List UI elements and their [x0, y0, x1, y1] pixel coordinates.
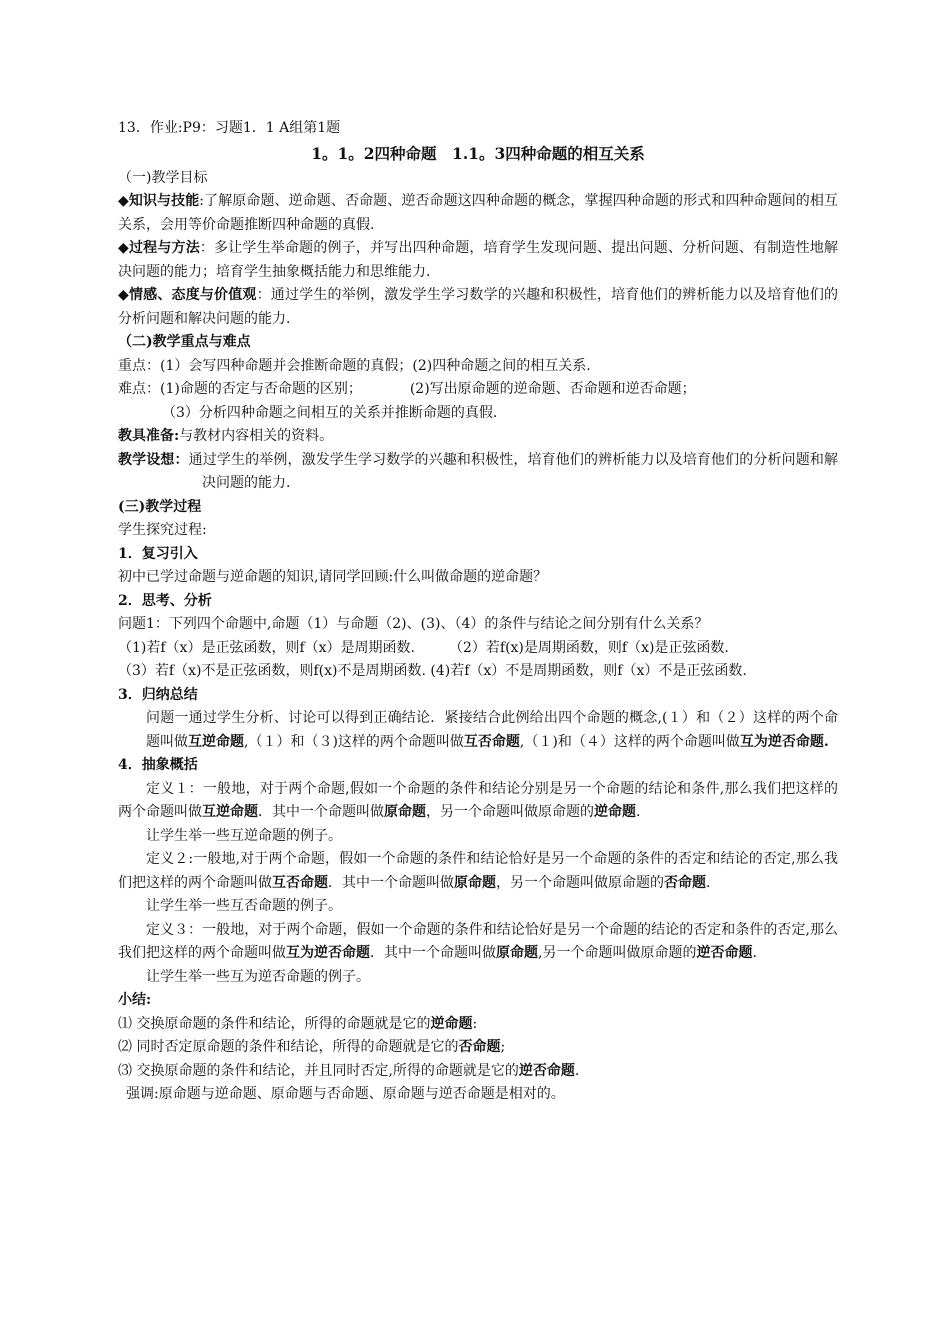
goal-knowledge-text: :了解原命题、逆命题、否命题、逆否命题这四种命题的概念，掌握四种命题的形式和四种命题间的相互关系，会用等价命题推断四种命题的真假.: [118, 193, 838, 233]
proposition-2: （2）若f(x)是周期函数，则f（x)是正弦函数.: [448, 639, 729, 656]
homework-line: 13．作业:P9：习题1．1 A组第1题: [118, 120, 341, 136]
def3-text-2: ．其中一个命题叫做: [370, 945, 496, 961]
summary-item-1: [118, 1013, 838, 1037]
summary-item-3-text: ⑶ 交换原命题的条件和结论，并且同时否定,所得的命题就是它的: [118, 1062, 519, 1079]
summary-item-2-end: ;: [500, 1039, 506, 1055]
heading-summary: 3．归纳总结: [118, 686, 198, 703]
def3-term-2: 原命题: [496, 945, 538, 961]
goal-emotion-text: ：通过学生的举例，激发学生学习数学的兴趣和积极性，培育他们的辨析能力以及培育他们的分析问题和解决问题的能力.: [118, 287, 838, 327]
goal-emotion-paragraph: [118, 284, 838, 331]
proposition-3: （3）若f（x)不是正弦函数，则f(x)不是周期函数.: [118, 663, 426, 679]
difficult-point-1: 难点：(1)命题的否定与否命题的区别；: [118, 381, 362, 397]
section-process-heading: (三)教学过程: [118, 498, 202, 515]
summary-item-3-term: 逆否命题: [518, 1062, 575, 1079]
def1-text-4: .: [636, 804, 641, 820]
design-label: 教学设想：: [118, 451, 189, 468]
def1-term-1: 互逆命题: [202, 804, 258, 820]
difficult-point-2: (2)写出原命题的逆命题、否命题和逆否命题；: [409, 381, 696, 397]
summary-text-1: 问题一通过学生分析、讨论可以得到正确结论．紧接结合此例给出四个命题的概念,(１）和（２）这样的两个命题叫做: [146, 710, 838, 750]
emphasis-line: 强调:原命题与逆命题、原命题与否命题、原命题与逆否命题是相对的。: [126, 1086, 565, 1102]
def2-text-1: 定义２:一般地,对于两个命题，假如一个命题的条件和结论恰好是另一个命题的条件的否定和结论的否定,那么我们把这样的两个命题叫做: [118, 851, 838, 891]
summary-text-2: ,（１）和（３)这样的两个命题叫做: [244, 733, 464, 750]
design-paragraph: [118, 449, 838, 496]
summary-item-2: [118, 1036, 838, 1060]
def1-term-2: 原命题: [384, 804, 426, 820]
term-mutual-negation: 互否命题: [463, 733, 520, 750]
summary-paragraph: [118, 707, 838, 754]
tools-text: 与教材内容相关的资料。: [179, 428, 334, 444]
definition-3: [118, 919, 838, 966]
def3-text-3: ,另一个命题叫做原命题的: [538, 945, 697, 961]
summary-item-1-end: :: [472, 1015, 478, 1032]
propositions-3-4: [118, 660, 838, 684]
definition-2-example: 让学生举一些互否命题的例子。: [146, 898, 342, 914]
def2-text-2: ．其中一个命题叫做: [328, 874, 454, 891]
def2-term-2: 原命题: [454, 874, 496, 891]
def3-term-1: 互为逆否命题: [286, 945, 370, 961]
propositions-1-2: [118, 637, 838, 661]
key-points-line: 重点：(1）会写四种命题并会推断命题的真假；(2)四种命题之间的相互关系.: [118, 357, 591, 374]
def2-term-3: 否命题: [664, 874, 706, 891]
definition-2: [118, 848, 838, 895]
section-objectives-heading: （一)教学目标: [118, 169, 208, 186]
def3-term-3: 逆否命题: [696, 945, 753, 961]
review-text: 初中已学过命题与逆命题的知识,请同学回顾:什么叫做命题的逆命题？: [118, 569, 548, 585]
summary-item-1-term: 逆命题: [430, 1015, 473, 1032]
term-mutual-converse: 互逆命题: [188, 733, 244, 750]
def1-text-3: ，另一个命题叫做原命题的: [426, 804, 594, 820]
definition-1: [118, 778, 838, 825]
term-mutual-contrapositive: 互为逆否命题.: [739, 733, 829, 750]
summary-item-2-text: ⑵ 同时否定原命题的条件和结论，所得的命题就是它的: [118, 1039, 459, 1055]
heading-think: 2．思考、分析: [118, 592, 212, 609]
def1-term-3: 逆命题: [594, 804, 636, 820]
summary-text-3: ,（１)和（４）这样的两个命题叫做: [519, 733, 740, 750]
def2-term-1: 互否命题: [272, 874, 328, 891]
heading-review: 1．复习引入: [118, 545, 198, 562]
goal-process-paragraph: [118, 237, 838, 284]
definition-3-example: 让学生举一些互为逆否命题的例子。: [146, 968, 370, 985]
section-key-points-heading: （二)教学重点与难点: [118, 334, 251, 350]
proposition-1: （1)若f（x）是正弦函数，则f（x）是周期函数.: [118, 639, 415, 656]
summary-item-1-text: ⑴ 交换原命题的条件和结论，所得的命题就是它的: [118, 1015, 431, 1032]
def2-text-3: ，另一个命题叫做原命题的: [496, 874, 664, 891]
proposition-4: (4)若f（x）不是周期函数，则f（x）不是正弦函数.: [430, 663, 747, 679]
summary-item-3: [118, 1060, 838, 1084]
difficult-points-line: [118, 378, 838, 402]
design-text: 通过学生的举例，激发学生学习数学的兴趣和积极性，培育他们的辨析能力以及培育他们的分析问题和解决问题的能力.: [188, 451, 839, 491]
question-1: 问题1：下列四个命题中,命题（1）与命题（2)、(3)、（4）的条件与结论之间分别有什么关系？: [118, 616, 709, 632]
explore-line: 学生探究过程:: [118, 522, 207, 538]
def3-text-4: .: [752, 945, 757, 961]
document-page: [118, 117, 838, 1107]
summary-item-2-term: 否命题: [458, 1039, 501, 1055]
goal-process-label: ◆过程与方法: [118, 240, 200, 256]
def2-text-4: .: [706, 874, 711, 891]
heading-abstract: 4．抽象概括: [118, 757, 198, 773]
lesson-title: 1。1。2四种命题 1.1。3四种命题的相互关系: [311, 143, 645, 163]
difficult-point-3: （3）分析四种命题之间相互的关系并推断命题的真假.: [162, 404, 498, 421]
summary-item-3-end: .: [574, 1062, 580, 1079]
tools-line: [118, 425, 838, 449]
tools-label: 教具准备:: [118, 428, 180, 444]
summary-heading: 小结:: [118, 992, 152, 1008]
goal-knowledge-paragraph: [118, 190, 838, 237]
def1-text-2: ．其中一个命题叫做: [258, 804, 384, 820]
goal-process-text: ：多让学生举命题的例子，并写出四种命题，培育学生发现问题、提出问题、分析问题、有制造性地解决问题的能力；培育学生抽象概括能力和思维能力.: [118, 240, 838, 280]
def3-text-1: 定义３：一般地，对于两个命题，假如一个命题的条件和结论恰好是另一个命题的结论的否定和条件的否定,那么我们把这样的两个命题叫做: [118, 921, 838, 961]
goal-emotion-label: ◆情感、态度与价值观: [118, 287, 257, 303]
definition-1-example: 让学生举一些互逆命题的例子。: [146, 827, 342, 844]
goal-knowledge-label: ◆知识与技能: [118, 193, 200, 209]
def1-text-1: 定义１：一般地，对于两个命题,假如一个命题的条件和结论分别是另一个命题的结论和条件,那么我们把这样的两个命题叫做: [118, 780, 838, 820]
